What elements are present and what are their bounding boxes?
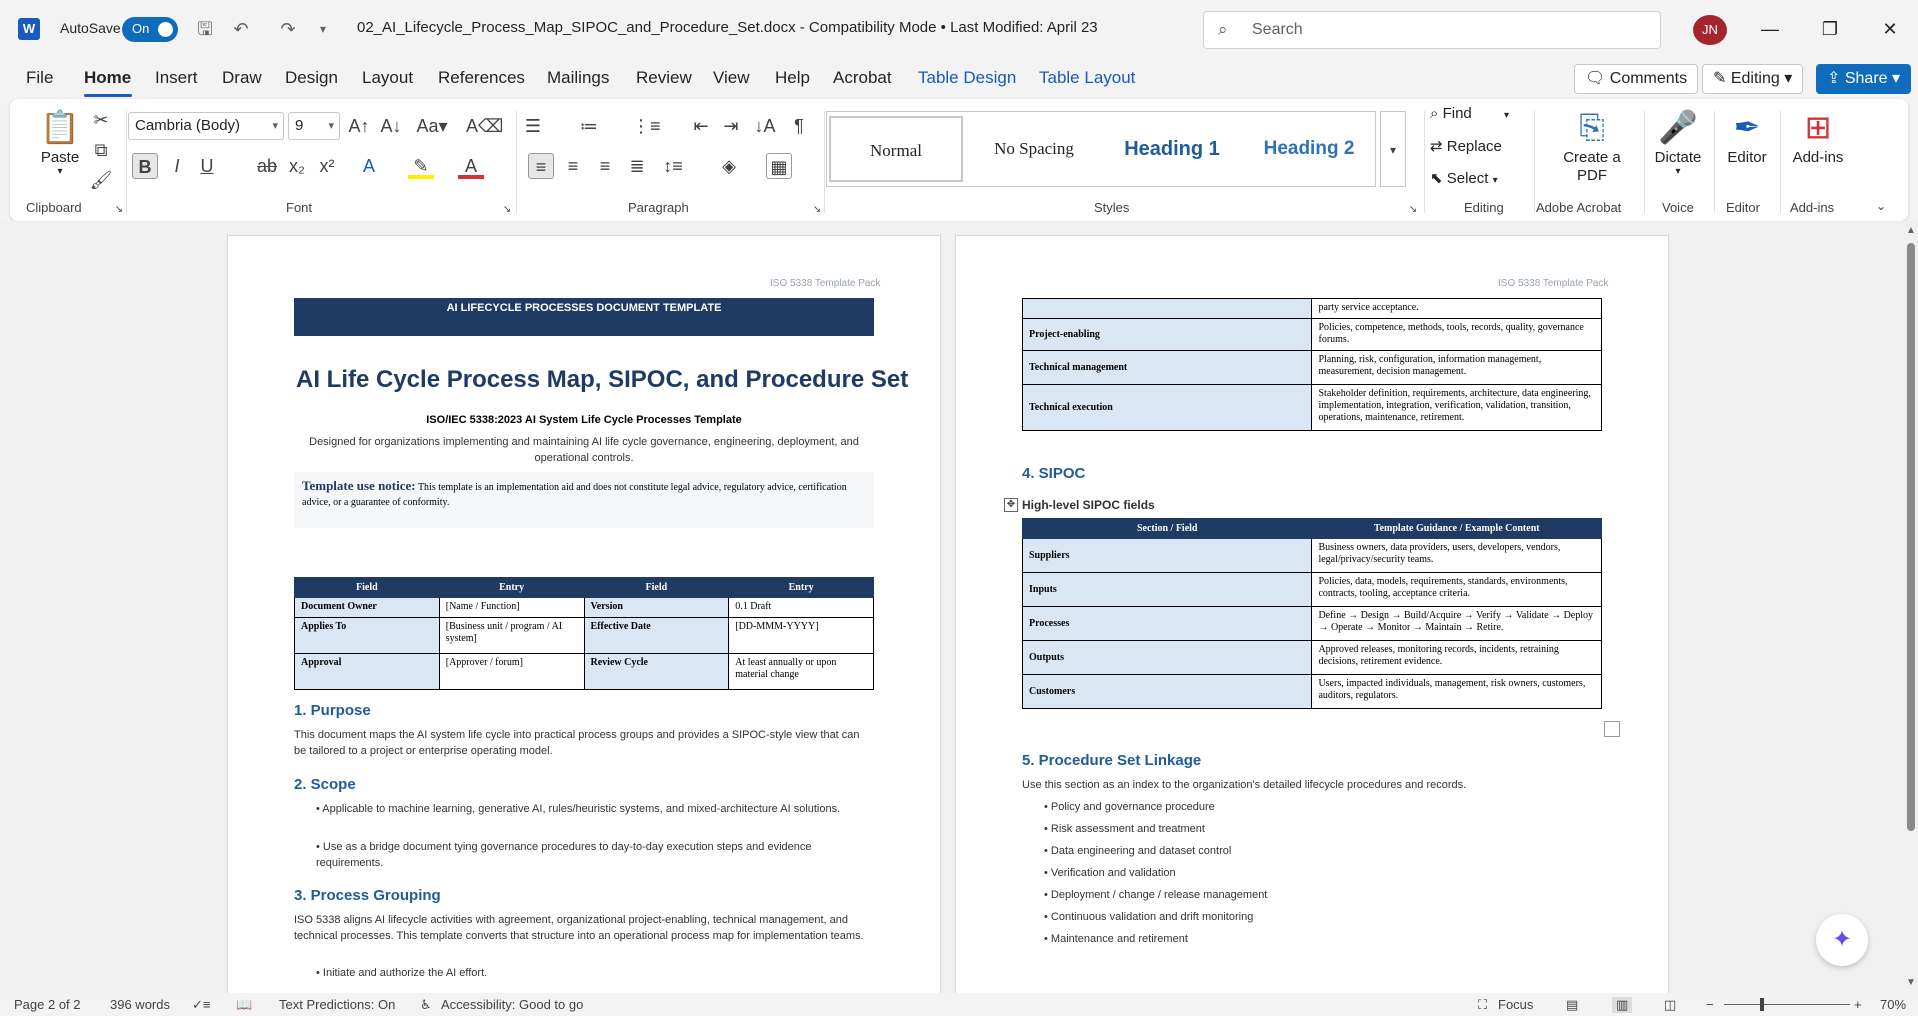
chevron-down-icon: ▾ [328, 120, 334, 132]
search-placeholder: Search [1252, 21, 1303, 38]
table-cell[interactable]: [Approver / forum] [439, 654, 584, 690]
paste-label: Paste [40, 149, 80, 166]
table-row [1023, 641, 1602, 675]
page-header-tag: ISO 5338 Template Pack [1498, 278, 1609, 289]
table-cell[interactable]: Business owners, data providers, users, developers, vendors, legal/privacy/security teams. [1312, 539, 1602, 573]
document-canvas[interactable] [0, 221, 1904, 993]
select-button[interactable] [1430, 169, 1498, 187]
table-row [295, 618, 874, 654]
underline-icon[interactable]: U [200, 156, 214, 176]
borders-icon[interactable]: ▦ [766, 153, 792, 179]
redo-icon[interactable]: ↷ [280, 19, 296, 39]
style-heading-1[interactable]: Heading 1 [1124, 138, 1220, 160]
table-cell[interactable] [1023, 299, 1312, 319]
table-cell[interactable]: Customers [1023, 675, 1312, 709]
tab-file[interactable]: File [26, 68, 54, 87]
table-cell[interactable]: Outputs [1023, 641, 1312, 675]
tab-acrobat[interactable]: Acrobat [833, 68, 892, 87]
restore-icon[interactable]: ❐ [1821, 19, 1839, 39]
list-item: • Continuous validation and drift monitoring [1044, 911, 1254, 923]
group-divider [824, 111, 825, 213]
table-row [1023, 299, 1602, 319]
metadata-table [294, 577, 874, 690]
table-cell[interactable]: Applies To [295, 618, 440, 654]
ribbon-home [10, 99, 1908, 221]
tab-home[interactable]: Home [84, 68, 132, 87]
table-row [1023, 675, 1602, 709]
addins-label: Add-ins [1792, 149, 1844, 166]
paragraph-group-label: Paragraph [628, 200, 689, 215]
grow-font-icon[interactable]: A↑ [348, 116, 370, 136]
table-header: Entry [439, 578, 584, 598]
tab-view[interactable]: View [713, 68, 750, 87]
table-cell[interactable]: Project-enabling [1023, 319, 1312, 351]
linkage-heading: 5. Procedure Set Linkage [1022, 752, 1202, 769]
document-title[interactable]: 02_AI_Lifecycle_Process_Map_SIPOC_and_Procedure_Set.docx - Compatibility Mode • Last Modified: April 23 [357, 19, 1098, 36]
table-cell[interactable]: Version [584, 598, 729, 618]
style-normal[interactable]: Normal [829, 116, 963, 182]
accessibility-icon: ♿ [420, 997, 432, 1012]
sipoc-heading: 4. SIPOC [1022, 465, 1086, 482]
replace-icon: ⇄ [1430, 138, 1443, 155]
undo-icon[interactable]: ↶ [233, 19, 249, 39]
tab-draw[interactable]: Draw [222, 68, 262, 87]
style-no-spacing[interactable]: No Spacing [994, 139, 1074, 158]
tab-insert[interactable]: Insert [155, 68, 198, 87]
tab-design[interactable]: Design [285, 68, 338, 87]
table-header: Section / Field [1023, 519, 1312, 539]
list-item: • Risk assessment and treatment [1044, 823, 1205, 835]
paste-dropdown-icon[interactable]: ▾ [57, 166, 63, 177]
create-pdf-label: Create a PDF [1563, 149, 1621, 184]
linkage-text: Use this section as an index to the organization's detailed lifecycle procedures and records. [1022, 779, 1467, 791]
table-cell[interactable]: Policies, data, models, requirements, standards, environments, contracts, tooling, acceptance criteria. [1312, 573, 1602, 607]
table-cell[interactable]: Approval [295, 654, 440, 690]
web-layout-icon[interactable]: ◫ [1664, 997, 1677, 1012]
purpose-text: This document maps the AI system life cycle into practical process groups and provides a SIPOC-style view that can be tailored to a project or enterprise operating model. [294, 729, 860, 757]
replace-label: Replace [1446, 138, 1502, 155]
page-count[interactable]: Page 2 of 2 [14, 997, 81, 1012]
table-cell[interactable]: Document Owner [295, 598, 440, 618]
styles-launcher-icon[interactable]: ↘ [1408, 204, 1418, 215]
minimize-icon[interactable]: — [1761, 19, 1779, 39]
chevron-down-icon: ▾ [1503, 110, 1509, 121]
zoom-in-icon[interactable]: + [1854, 997, 1862, 1012]
title-bar [0, 0, 1918, 58]
table-cell[interactable]: [Business unit / program / AI system] [439, 618, 584, 654]
find-label: Find [1442, 105, 1472, 122]
addins-button[interactable] [1786, 105, 1850, 166]
share-button[interactable]: ⇪ Share ▾ [1816, 64, 1911, 94]
table-header: Template Guidance / Example Content [1312, 519, 1602, 539]
table-row [1023, 539, 1602, 573]
tab-review[interactable]: Review [636, 68, 692, 87]
table-row [295, 654, 874, 690]
table-cell[interactable]: Review Cycle [584, 654, 729, 690]
justify-icon[interactable]: ≣ [629, 156, 645, 176]
styles-group-label: Styles [1094, 200, 1130, 215]
copy-icon[interactable]: ⧉ [94, 140, 108, 160]
table-cell[interactable]: party service acceptance. [1312, 299, 1602, 319]
addins-icon: ⊞ [1804, 109, 1832, 145]
bullets-icon[interactable]: ☰ [524, 116, 542, 136]
italic-icon[interactable]: I [174, 156, 180, 176]
scrollbar-thumb[interactable] [1907, 243, 1915, 831]
table-cell[interactable]: Suppliers [1023, 539, 1312, 573]
select-icon: ⬉ [1430, 170, 1443, 187]
table-row [1023, 607, 1602, 641]
find-button[interactable] [1430, 105, 1509, 122]
chevron-down-icon: ▾ [1675, 166, 1681, 177]
close-icon[interactable]: ✕ [1882, 19, 1898, 39]
table-row [1023, 351, 1602, 385]
table-move-handle-icon[interactable]: ✥ [1004, 498, 1018, 512]
ribbon-tabs [0, 58, 1918, 98]
focus-mode-button[interactable]: Focus [1498, 997, 1534, 1012]
clipboard-group-label: Clipboard [26, 200, 82, 215]
list-item: • Maintenance and retirement [1044, 933, 1188, 945]
editor-label: Editor [1727, 149, 1767, 166]
shrink-font-icon[interactable]: A↓ [380, 116, 402, 136]
reading-book-icon[interactable]: 📖 [236, 997, 253, 1012]
list-item: • Applicable to machine learning, generative AI, rules/heuristic systems, and mixed-architecture AI solutions. [316, 803, 841, 815]
tab-layout[interactable]: Layout [362, 68, 414, 87]
table-cell[interactable]: Technical execution [1023, 385, 1312, 431]
document-intro: Designed for organizations implementing and maintaining AI life cycle governance, engineering, deployment, and operational controls. [309, 436, 859, 464]
styles-more-icon[interactable]: ▾ [1380, 111, 1406, 187]
tab-table-design[interactable]: Table Design [918, 68, 1017, 87]
group-divider [1780, 111, 1781, 213]
list-item: • Initiate and authorize the AI effort. [316, 967, 488, 979]
paste-icon: 📋 [40, 109, 80, 145]
tab-mailings[interactable]: Mailings [547, 68, 610, 87]
editor-icon: ✒ [1733, 109, 1761, 145]
comments-label: Comments [1609, 70, 1688, 87]
text-predictions-status[interactable]: Text Predictions: On [279, 997, 396, 1012]
table-cell[interactable]: [DD-MMM-YYYY] [729, 618, 874, 654]
customize-qat-icon[interactable]: ▾ [319, 22, 327, 36]
status-bar [0, 993, 1918, 1016]
list-item: • Verification and validation [1044, 867, 1176, 879]
word-count[interactable]: 396 words [110, 997, 170, 1012]
comments-button[interactable]: 🗨 Comments [1574, 64, 1698, 94]
table-cell[interactable]: 0.1 Draft [729, 598, 874, 618]
font-launcher-icon[interactable]: ↘ [502, 204, 512, 215]
toggle-knob [158, 22, 173, 37]
show-formatting-icon[interactable]: ¶ [794, 116, 804, 136]
select-label: Select [1446, 170, 1489, 187]
zoom-level[interactable]: 70% [1880, 997, 1907, 1012]
editor-button[interactable] [1720, 105, 1774, 166]
active-tab-indicator [84, 94, 132, 97]
document-banner: AI LIFECYCLE PROCESSES DOCUMENT TEMPLATE [294, 298, 874, 336]
page-header-tag: ISO 5338 Template Pack [770, 278, 881, 289]
table-cell[interactable]: [Name / Function] [439, 598, 584, 618]
clear-formatting-icon[interactable]: A⌫ [466, 116, 504, 136]
find-icon: ⌕ [1430, 105, 1439, 122]
paragraph-launcher-icon[interactable]: ↘ [812, 204, 822, 215]
group-divider [126, 111, 127, 213]
shading-icon[interactable]: ◈ [722, 156, 736, 176]
table-header: Entry [729, 578, 874, 598]
list-item: • Data engineering and dataset control [1044, 845, 1232, 857]
sort-icon[interactable]: ↓A [754, 116, 776, 136]
search-icon: ⌕ [1218, 20, 1228, 39]
notice-heading: Template use notice: [302, 478, 416, 493]
table-row [1023, 385, 1602, 431]
editing-mode-button[interactable]: ✎ Editing ▾ [1702, 64, 1803, 94]
format-painter-icon[interactable]: 🖌 [89, 170, 113, 190]
user-avatar[interactable]: JN [1693, 15, 1727, 45]
create-pdf-icon: ⎘ [1579, 109, 1605, 145]
align-left-icon[interactable]: ≡ [528, 153, 554, 179]
addins-group-label: Add-ins [1790, 200, 1835, 215]
zoom-out-icon[interactable]: − [1706, 997, 1714, 1012]
group-divider [1644, 111, 1645, 213]
document-subtitle: ISO/IEC 5338:2023 AI System Life Cycle Processes Template [426, 414, 742, 426]
font-group-label: Font [286, 200, 313, 215]
save-icon[interactable]: 🖫 [197, 19, 213, 39]
collapse-ribbon-icon[interactable]: ⌄ [1875, 199, 1887, 213]
line-spacing-icon[interactable]: ↕≡ [663, 156, 683, 176]
align-center-icon[interactable]: ≡ [567, 156, 579, 176]
purpose-heading: 1. Purpose [294, 702, 371, 719]
table-cell[interactable]: Inputs [1023, 573, 1312, 607]
font-size-select[interactable] [288, 112, 340, 140]
decrease-indent-icon[interactable]: ⇤ [693, 116, 709, 136]
table-row [295, 598, 874, 618]
microphone-icon: 🎤 [1658, 109, 1698, 145]
document-title-heading: AI Life Cycle Process Map, SIPOC, and Procedure Set [296, 366, 909, 393]
voice-group-label: Voice [1662, 200, 1694, 215]
word-app-icon: W [18, 18, 40, 40]
tab-help[interactable]: Help [775, 68, 810, 87]
clipboard-launcher-icon[interactable]: ↘ [114, 204, 124, 215]
dictate-button[interactable] [1650, 105, 1706, 177]
table-header: Field [584, 578, 729, 598]
page-1[interactable] [228, 236, 940, 993]
table-cell[interactable]: Effective Date [584, 618, 729, 654]
styles-gallery [826, 111, 1376, 187]
highlight-icon[interactable]: ✎ [408, 153, 434, 179]
font-family-select[interactable] [128, 112, 284, 140]
read-mode-icon[interactable]: ▤ [1566, 997, 1579, 1012]
create-pdf-button[interactable] [1550, 105, 1634, 185]
autosave-toggle[interactable] [122, 17, 178, 42]
autosave-label: AutoSave [60, 20, 121, 36]
group-divider [516, 111, 517, 213]
bold-icon[interactable]: B [132, 153, 158, 179]
chevron-down-icon: ▾ [1492, 175, 1498, 186]
scroll-up-icon[interactable]: ▲ [1906, 225, 1916, 236]
table-cell[interactable]: Stakeholder definition, requirements, architecture, data engineering, implementation, integration, verification, validation, transition, operations, maintenance, retirement. [1312, 385, 1602, 431]
table-cell[interactable]: Approved releases, monitoring records, incidents, retraining decisions, retirement evidence. [1312, 641, 1602, 675]
tab-references[interactable]: References [438, 68, 525, 87]
zoom-slider-thumb[interactable] [1760, 998, 1764, 1011]
proofing-icon[interactable]: ✓≡ [192, 997, 211, 1012]
increase-indent-icon[interactable]: ⇥ [723, 116, 739, 136]
editing-mode-label: Editing [1730, 70, 1780, 87]
editor-group-label: Editor [1726, 200, 1760, 215]
share-label: Share [1844, 70, 1888, 87]
sipoc-subheading: High-level SIPOC fields [1022, 498, 1155, 512]
group-divider [1534, 111, 1535, 213]
table-cell[interactable]: Processes [1023, 607, 1312, 641]
table-row [1023, 573, 1602, 607]
font-family-value: Cambria (Body) [135, 117, 241, 134]
zoom-slider[interactable] [1724, 1004, 1850, 1005]
group-divider [1424, 111, 1425, 213]
list-item: • Deployment / change / release management [1044, 889, 1268, 901]
list-item: • Policy and governance procedure [1044, 801, 1215, 813]
grouping-heading: 3. Process Grouping [294, 887, 441, 904]
multilevel-list-icon[interactable]: ⋮≡ [632, 116, 661, 136]
table-cell[interactable]: Policies, competence, methods, tools, records, quality, governance forums. [1312, 319, 1602, 351]
process-groups-table-continued [1022, 298, 1602, 431]
tab-table-layout[interactable]: Table Layout [1039, 68, 1136, 87]
paste-button[interactable] [28, 105, 92, 177]
replace-button[interactable] [1430, 137, 1502, 155]
table-cell[interactable]: At least annually or upon material change [729, 654, 874, 690]
copilot-icon[interactable]: ✦ [1816, 914, 1868, 966]
page-2[interactable] [956, 236, 1668, 993]
print-layout-icon[interactable]: ▥ [1612, 997, 1632, 1013]
chevron-down-icon: ▾ [272, 120, 278, 132]
text-effects-icon[interactable]: A [362, 156, 375, 176]
subscript-icon[interactable]: x₂ [289, 156, 305, 176]
scope-heading: 2. Scope [294, 776, 356, 793]
table-cell[interactable]: Technical management [1023, 351, 1312, 385]
template-notice [294, 472, 874, 528]
acrobat-group-label: Adobe Acrobat [1536, 200, 1622, 215]
group-divider [1714, 111, 1715, 213]
focus-icon: ⛶ [1478, 997, 1488, 1012]
font-color-icon[interactable]: A [458, 153, 484, 179]
numbering-icon[interactable]: ≔ [580, 116, 598, 136]
accessibility-status[interactable]: Accessibility: Good to go [441, 997, 584, 1012]
table-resize-handle[interactable] [1604, 721, 1620, 737]
change-case-icon[interactable]: Aa▾ [416, 116, 448, 136]
table-row [1023, 319, 1602, 351]
sipoc-table [1022, 518, 1602, 709]
list-item: • Use as a bridge document tying governance procedures to day-to-day execution steps and evidence requirements. [316, 841, 812, 869]
grouping-text: ISO 5338 aligns AI lifecycle activities with agreement, organizational project-enabling, technical management, and technical processes. This template converts that structure into an operational process map for implementation teams. [294, 914, 864, 942]
autosave-state: On [132, 21, 150, 36]
search-box[interactable] [1203, 11, 1661, 49]
editing-group-label: Editing [1464, 200, 1504, 215]
strikethrough-icon[interactable]: ab [256, 156, 278, 176]
dictate-label: Dictate [1654, 149, 1702, 166]
table-cell[interactable]: Define → Design → Build/Acquire → Verify → Validate → Deploy → Operate → Monitor → Maintain → Retire. [1312, 607, 1602, 641]
scroll-down-icon[interactable]: ▼ [1906, 977, 1916, 988]
table-header: Field [295, 578, 440, 598]
style-heading-2[interactable]: Heading 2 [1263, 138, 1355, 159]
cut-icon[interactable]: ✂ [93, 110, 109, 130]
vertical-scrollbar[interactable] [1904, 221, 1918, 993]
notice-text: This template is an implementation aid and does not constitute legal advice, regulatory advice, certification advice, or a guarantee of conformity. [302, 482, 847, 508]
table-cell[interactable]: Planning, risk, configuration, information management, measurement, decision management. [1312, 351, 1602, 385]
font-size-value: 9 [295, 117, 304, 134]
align-right-icon[interactable]: ≡ [599, 156, 611, 176]
table-cell[interactable]: Users, impacted individuals, management, risk owners, customers, auditors, regulators. [1312, 675, 1602, 709]
superscript-icon[interactable]: x² [319, 156, 335, 176]
